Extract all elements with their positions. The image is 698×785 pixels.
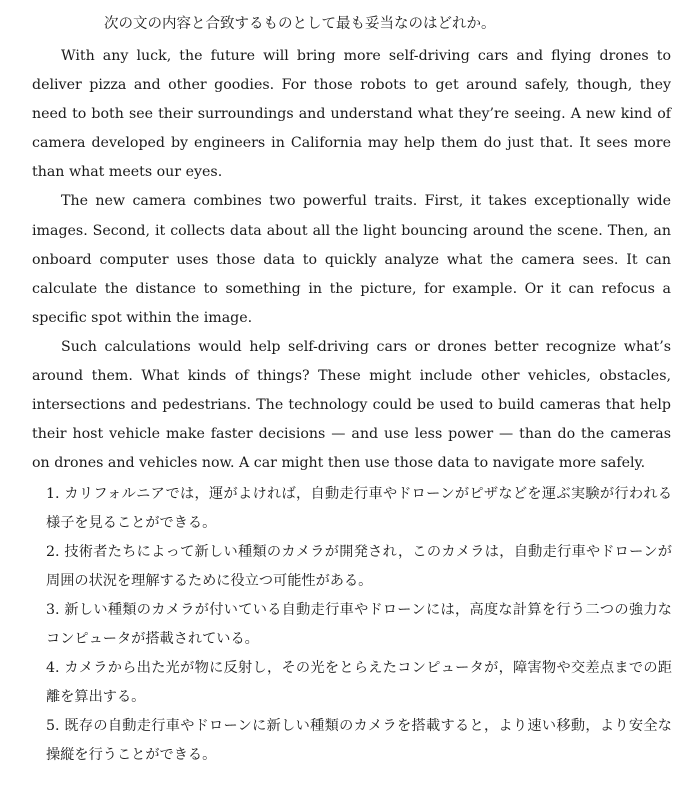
passage-paragraph: With any luck, the future will bring more self-driving cars and flying drones to deliver pizza and other goodies. For those robots to get around safely, though, they need to both see their surroundings and understand what they’re seeing. A new kind of camera developed by engineers in California may help them do just that. It sees more than what meets our eyes. — [32, 48, 671, 181]
option-number: 2. — [46, 544, 60, 560]
option-text: 技術者たちによって新しい種類のカメラが開発され，このカメラは，自動走行車やドローンが周囲の状況を理解するために役立つ可能性がある。 — [46, 544, 672, 589]
option-text: カリフォルニアでは，運がよければ，自動走行車やドローンがピザなどを運ぶ実験が行われる様子を見ることができる。 — [46, 486, 673, 531]
passage-paragraph: The new camera combines two powerful traits. First, it takes exceptionally wide images. Second, it collects data about all the light bouncing around the scene. Then, an onboard computer uses those data to quickly analyze what the camera sees. It can calculate the distance to something in the picture, for example. Or it can refocus a specific spot within the image. — [32, 193, 671, 326]
answer-options — [38, 480, 672, 770]
answer-option-4[interactable] — [38, 654, 672, 712]
passage-paragraph: Such calculations would help self-driving cars or drones better recognize what’s around them. What kinds of things? These might include other vehicles, obstacles, intersections and pedestrians. The technology could be used to build cameras that help their host vehicle make faster decisions — and use less power — than do the cameras on drones and vehicles now. A car might then use those data to navigate more safely. — [32, 338, 671, 472]
option-text: 既存の自動走行車やドローンに新しい種類のカメラを搭載すると，より速い移動，より安全な操縦を行うことができる。 — [46, 718, 672, 763]
answer-option-2[interactable] — [38, 538, 672, 596]
option-number: 4. — [46, 660, 60, 676]
answer-option-1[interactable] — [38, 480, 672, 538]
option-text: カメラから出た光が物に反射し，その光をとらえたコンピュータが，障害物や交差点までの距離を算出する。 — [46, 660, 672, 705]
answer-option-3[interactable] — [38, 596, 672, 654]
reading-passage — [32, 42, 671, 478]
option-number: 5. — [46, 718, 60, 734]
option-number: 3. — [46, 602, 60, 618]
answer-option-5[interactable] — [38, 712, 672, 770]
question-instruction: 次の文の内容と合致するものとして最も妥当なのはどれか。 — [104, 16, 496, 32]
option-text: 新しい種類のカメラが付いている自動走行車やドローンには，高度な計算を行う二つの強力なコンピュータが搭載されている。 — [46, 602, 672, 647]
option-number: 1. — [46, 486, 60, 502]
